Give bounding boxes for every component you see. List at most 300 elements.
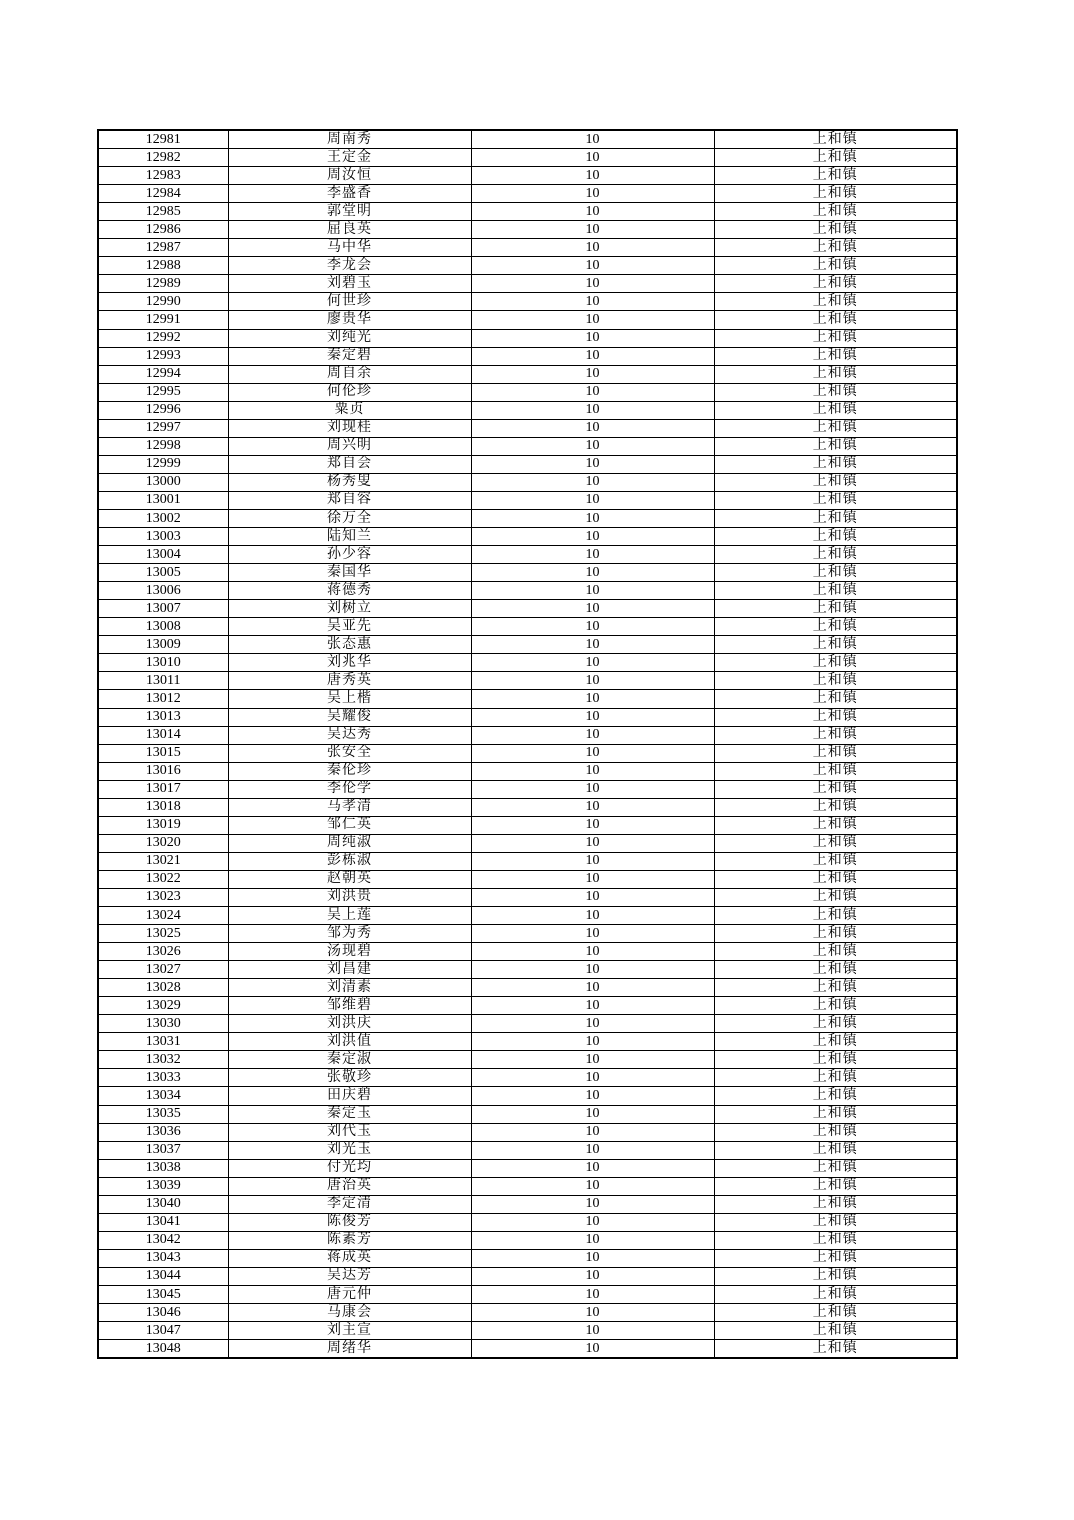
table-row bbox=[98, 275, 957, 293]
table-row bbox=[98, 1231, 957, 1249]
person-name-cell: 刘现桂 bbox=[228, 419, 471, 437]
amount-cell: 10 bbox=[471, 221, 714, 239]
roster-table bbox=[97, 129, 958, 1359]
town-cell: 上和镇 bbox=[714, 203, 957, 221]
person-name-cell: 吴耀俊 bbox=[228, 708, 471, 726]
person-name-cell: 李伦学 bbox=[228, 780, 471, 798]
row-number-cell: 13026 bbox=[98, 943, 228, 961]
town-cell: 上和镇 bbox=[714, 870, 957, 888]
row-number-cell: 13015 bbox=[98, 744, 228, 762]
row-number-cell: 13021 bbox=[98, 852, 228, 870]
amount-cell: 10 bbox=[471, 383, 714, 401]
person-name-cell: 徐万全 bbox=[228, 509, 471, 527]
town-cell: 上和镇 bbox=[714, 943, 957, 961]
town-cell: 上和镇 bbox=[714, 564, 957, 582]
person-name-cell: 粟贞 bbox=[228, 401, 471, 419]
town-cell: 上和镇 bbox=[714, 654, 957, 672]
amount-cell: 10 bbox=[471, 636, 714, 654]
person-name-cell: 陆知兰 bbox=[228, 528, 471, 546]
town-cell: 上和镇 bbox=[714, 1033, 957, 1051]
row-number-cell: 13011 bbox=[98, 672, 228, 690]
row-number-cell: 12991 bbox=[98, 311, 228, 329]
amount-cell: 10 bbox=[471, 546, 714, 564]
table-row bbox=[98, 1015, 957, 1033]
town-cell: 上和镇 bbox=[714, 780, 957, 798]
row-number-cell: 13045 bbox=[98, 1286, 228, 1304]
amount-cell: 10 bbox=[471, 834, 714, 852]
person-name-cell: 秦定碧 bbox=[228, 347, 471, 365]
person-name-cell: 田庆碧 bbox=[228, 1087, 471, 1105]
amount-cell: 10 bbox=[471, 925, 714, 943]
table-row bbox=[98, 1069, 957, 1087]
person-name-cell: 刘洪贵 bbox=[228, 888, 471, 906]
table-row bbox=[98, 257, 957, 275]
town-cell: 上和镇 bbox=[714, 149, 957, 167]
row-number-cell: 12988 bbox=[98, 257, 228, 275]
amount-cell: 10 bbox=[471, 455, 714, 473]
table-row bbox=[98, 1141, 957, 1159]
town-cell: 上和镇 bbox=[714, 293, 957, 311]
row-number-cell: 12997 bbox=[98, 419, 228, 437]
town-cell: 上和镇 bbox=[714, 1015, 957, 1033]
person-name-cell: 张安全 bbox=[228, 744, 471, 762]
table-row bbox=[98, 1322, 957, 1340]
town-cell: 上和镇 bbox=[714, 618, 957, 636]
town-cell: 上和镇 bbox=[714, 1087, 957, 1105]
town-cell: 上和镇 bbox=[714, 690, 957, 708]
row-number-cell: 13040 bbox=[98, 1195, 228, 1213]
row-number-cell: 13001 bbox=[98, 491, 228, 509]
table-row bbox=[98, 600, 957, 618]
town-cell: 上和镇 bbox=[714, 798, 957, 816]
table-row bbox=[98, 149, 957, 167]
table-row bbox=[98, 167, 957, 185]
town-cell: 上和镇 bbox=[714, 888, 957, 906]
person-name-cell: 陈俊芳 bbox=[228, 1213, 471, 1231]
amount-cell: 10 bbox=[471, 979, 714, 997]
town-cell: 上和镇 bbox=[714, 473, 957, 491]
row-number-cell: 13042 bbox=[98, 1231, 228, 1249]
amount-cell: 10 bbox=[471, 1141, 714, 1159]
amount-cell: 10 bbox=[471, 762, 714, 780]
person-name-cell: 郑自容 bbox=[228, 491, 471, 509]
row-number-cell: 12986 bbox=[98, 221, 228, 239]
amount-cell: 10 bbox=[471, 528, 714, 546]
person-name-cell: 孙少容 bbox=[228, 546, 471, 564]
row-number-cell: 12981 bbox=[98, 130, 228, 149]
town-cell: 上和镇 bbox=[714, 419, 957, 437]
town-cell: 上和镇 bbox=[714, 1195, 957, 1213]
amount-cell: 10 bbox=[471, 1159, 714, 1177]
row-number-cell: 13039 bbox=[98, 1177, 228, 1195]
town-cell: 上和镇 bbox=[714, 365, 957, 383]
person-name-cell: 吴达秀 bbox=[228, 726, 471, 744]
row-number-cell: 13020 bbox=[98, 834, 228, 852]
roster-body bbox=[98, 130, 957, 1358]
row-number-cell: 13022 bbox=[98, 870, 228, 888]
row-number-cell: 12995 bbox=[98, 383, 228, 401]
amount-cell: 10 bbox=[471, 257, 714, 275]
town-cell: 上和镇 bbox=[714, 1249, 957, 1267]
person-name-cell: 刘光玉 bbox=[228, 1141, 471, 1159]
row-number-cell: 13028 bbox=[98, 979, 228, 997]
table-row bbox=[98, 762, 957, 780]
town-cell: 上和镇 bbox=[714, 1213, 957, 1231]
person-name-cell: 付光均 bbox=[228, 1159, 471, 1177]
row-number-cell: 12993 bbox=[98, 347, 228, 365]
amount-cell: 10 bbox=[471, 888, 714, 906]
amount-cell: 10 bbox=[471, 311, 714, 329]
amount-cell: 10 bbox=[471, 1304, 714, 1322]
table-row bbox=[98, 907, 957, 925]
town-cell: 上和镇 bbox=[714, 1231, 957, 1249]
table-row bbox=[98, 347, 957, 365]
person-name-cell: 张态惠 bbox=[228, 636, 471, 654]
row-number-cell: 13012 bbox=[98, 690, 228, 708]
person-name-cell: 刘洪值 bbox=[228, 1033, 471, 1051]
amount-cell: 10 bbox=[471, 329, 714, 347]
person-name-cell: 邹仁英 bbox=[228, 816, 471, 834]
amount-cell: 10 bbox=[471, 401, 714, 419]
amount-cell: 10 bbox=[471, 437, 714, 455]
amount-cell: 10 bbox=[471, 149, 714, 167]
town-cell: 上和镇 bbox=[714, 762, 957, 780]
person-name-cell: 马中华 bbox=[228, 239, 471, 257]
amount-cell: 10 bbox=[471, 473, 714, 491]
town-cell: 上和镇 bbox=[714, 582, 957, 600]
amount-cell: 10 bbox=[471, 293, 714, 311]
amount-cell: 10 bbox=[471, 1195, 714, 1213]
person-name-cell: 李定清 bbox=[228, 1195, 471, 1213]
table-row bbox=[98, 1249, 957, 1267]
amount-cell: 10 bbox=[471, 690, 714, 708]
town-cell: 上和镇 bbox=[714, 455, 957, 473]
person-name-cell: 秦伦珍 bbox=[228, 762, 471, 780]
town-cell: 上和镇 bbox=[714, 491, 957, 509]
person-name-cell: 何伦珍 bbox=[228, 383, 471, 401]
person-name-cell: 周南秀 bbox=[228, 130, 471, 149]
table-row bbox=[98, 239, 957, 257]
row-number-cell: 13008 bbox=[98, 618, 228, 636]
row-number-cell: 13043 bbox=[98, 1249, 228, 1267]
table-row bbox=[98, 925, 957, 943]
person-name-cell: 蒋成英 bbox=[228, 1249, 471, 1267]
row-number-cell: 13023 bbox=[98, 888, 228, 906]
table-row bbox=[98, 329, 957, 347]
row-number-cell: 13041 bbox=[98, 1213, 228, 1231]
amount-cell: 10 bbox=[471, 961, 714, 979]
amount-cell: 10 bbox=[471, 1231, 714, 1249]
person-name-cell: 秦定淑 bbox=[228, 1051, 471, 1069]
person-name-cell: 赵朝英 bbox=[228, 870, 471, 888]
person-name-cell: 邹维碧 bbox=[228, 997, 471, 1015]
town-cell: 上和镇 bbox=[714, 437, 957, 455]
table-row bbox=[98, 564, 957, 582]
row-number-cell: 13014 bbox=[98, 726, 228, 744]
table-row bbox=[98, 744, 957, 762]
table-row bbox=[98, 1159, 957, 1177]
row-number-cell: 13031 bbox=[98, 1033, 228, 1051]
town-cell: 上和镇 bbox=[714, 1267, 957, 1285]
row-number-cell: 13033 bbox=[98, 1069, 228, 1087]
table-row bbox=[98, 870, 957, 888]
table-row bbox=[98, 1304, 957, 1322]
person-name-cell: 郭堂明 bbox=[228, 203, 471, 221]
table-row bbox=[98, 816, 957, 834]
amount-cell: 10 bbox=[471, 582, 714, 600]
person-name-cell: 吴上楷 bbox=[228, 690, 471, 708]
person-name-cell: 刘清素 bbox=[228, 979, 471, 997]
table-row bbox=[98, 1105, 957, 1123]
town-cell: 上和镇 bbox=[714, 1340, 957, 1359]
person-name-cell: 何世珍 bbox=[228, 293, 471, 311]
row-number-cell: 13038 bbox=[98, 1159, 228, 1177]
table-row bbox=[98, 1340, 957, 1359]
person-name-cell: 马孝清 bbox=[228, 798, 471, 816]
row-number-cell: 13046 bbox=[98, 1304, 228, 1322]
amount-cell: 10 bbox=[471, 130, 714, 149]
person-name-cell: 吴达芳 bbox=[228, 1267, 471, 1285]
person-name-cell: 汤现碧 bbox=[228, 943, 471, 961]
person-name-cell: 刘主宣 bbox=[228, 1322, 471, 1340]
table-row bbox=[98, 834, 957, 852]
row-number-cell: 12989 bbox=[98, 275, 228, 293]
table-row bbox=[98, 401, 957, 419]
person-name-cell: 李龙会 bbox=[228, 257, 471, 275]
person-name-cell: 刘代玉 bbox=[228, 1123, 471, 1141]
town-cell: 上和镇 bbox=[714, 834, 957, 852]
table-row bbox=[98, 546, 957, 564]
row-number-cell: 12992 bbox=[98, 329, 228, 347]
row-number-cell: 12987 bbox=[98, 239, 228, 257]
amount-cell: 10 bbox=[471, 618, 714, 636]
table-row bbox=[98, 203, 957, 221]
row-number-cell: 13013 bbox=[98, 708, 228, 726]
town-cell: 上和镇 bbox=[714, 383, 957, 401]
person-name-cell: 杨秀叟 bbox=[228, 473, 471, 491]
person-name-cell: 刘兆华 bbox=[228, 654, 471, 672]
town-cell: 上和镇 bbox=[714, 1105, 957, 1123]
town-cell: 上和镇 bbox=[714, 925, 957, 943]
town-cell: 上和镇 bbox=[714, 239, 957, 257]
person-name-cell: 郑自会 bbox=[228, 455, 471, 473]
amount-cell: 10 bbox=[471, 1213, 714, 1231]
town-cell: 上和镇 bbox=[714, 636, 957, 654]
town-cell: 上和镇 bbox=[714, 275, 957, 293]
town-cell: 上和镇 bbox=[714, 979, 957, 997]
table-row bbox=[98, 1123, 957, 1141]
town-cell: 上和镇 bbox=[714, 1159, 957, 1177]
table-row bbox=[98, 455, 957, 473]
amount-cell: 10 bbox=[471, 1177, 714, 1195]
town-cell: 上和镇 bbox=[714, 816, 957, 834]
person-name-cell: 廖贵华 bbox=[228, 311, 471, 329]
town-cell: 上和镇 bbox=[714, 329, 957, 347]
amount-cell: 10 bbox=[471, 870, 714, 888]
row-number-cell: 13003 bbox=[98, 528, 228, 546]
amount-cell: 10 bbox=[471, 185, 714, 203]
table-row bbox=[98, 1087, 957, 1105]
town-cell: 上和镇 bbox=[714, 961, 957, 979]
row-number-cell: 13018 bbox=[98, 798, 228, 816]
row-number-cell: 13006 bbox=[98, 582, 228, 600]
table-row bbox=[98, 852, 957, 870]
amount-cell: 10 bbox=[471, 1087, 714, 1105]
table-row bbox=[98, 509, 957, 527]
town-cell: 上和镇 bbox=[714, 1177, 957, 1195]
town-cell: 上和镇 bbox=[714, 744, 957, 762]
table-row bbox=[98, 979, 957, 997]
roster-sheet bbox=[97, 129, 956, 1359]
table-row bbox=[98, 1033, 957, 1051]
row-number-cell: 13048 bbox=[98, 1340, 228, 1359]
town-cell: 上和镇 bbox=[714, 221, 957, 239]
table-row bbox=[98, 473, 957, 491]
table-row bbox=[98, 690, 957, 708]
person-name-cell: 刘纯光 bbox=[228, 329, 471, 347]
row-number-cell: 13017 bbox=[98, 780, 228, 798]
person-name-cell: 张敬珍 bbox=[228, 1069, 471, 1087]
person-name-cell: 周兴明 bbox=[228, 437, 471, 455]
town-cell: 上和镇 bbox=[714, 997, 957, 1015]
person-name-cell: 刘洪庆 bbox=[228, 1015, 471, 1033]
table-row bbox=[98, 221, 957, 239]
row-number-cell: 12984 bbox=[98, 185, 228, 203]
amount-cell: 10 bbox=[471, 1033, 714, 1051]
amount-cell: 10 bbox=[471, 816, 714, 834]
town-cell: 上和镇 bbox=[714, 907, 957, 925]
town-cell: 上和镇 bbox=[714, 311, 957, 329]
table-row bbox=[98, 997, 957, 1015]
table-row bbox=[98, 1177, 957, 1195]
town-cell: 上和镇 bbox=[714, 1051, 957, 1069]
table-row bbox=[98, 961, 957, 979]
amount-cell: 10 bbox=[471, 1015, 714, 1033]
town-cell: 上和镇 bbox=[714, 600, 957, 618]
table-row bbox=[98, 491, 957, 509]
person-name-cell: 李盛香 bbox=[228, 185, 471, 203]
row-number-cell: 13002 bbox=[98, 509, 228, 527]
table-row bbox=[98, 293, 957, 311]
person-name-cell: 周绪华 bbox=[228, 1340, 471, 1359]
table-row bbox=[98, 654, 957, 672]
person-name-cell: 周纯淑 bbox=[228, 834, 471, 852]
person-name-cell: 唐元仲 bbox=[228, 1286, 471, 1304]
table-row bbox=[98, 943, 957, 961]
row-number-cell: 13007 bbox=[98, 600, 228, 618]
town-cell: 上和镇 bbox=[714, 347, 957, 365]
row-number-cell: 13036 bbox=[98, 1123, 228, 1141]
row-number-cell: 12983 bbox=[98, 167, 228, 185]
amount-cell: 10 bbox=[471, 564, 714, 582]
person-name-cell: 王定金 bbox=[228, 149, 471, 167]
row-number-cell: 13009 bbox=[98, 636, 228, 654]
row-number-cell: 13025 bbox=[98, 925, 228, 943]
row-number-cell: 13024 bbox=[98, 907, 228, 925]
town-cell: 上和镇 bbox=[714, 852, 957, 870]
row-number-cell: 12994 bbox=[98, 365, 228, 383]
amount-cell: 10 bbox=[471, 943, 714, 961]
table-row bbox=[98, 311, 957, 329]
person-name-cell: 吴上莲 bbox=[228, 907, 471, 925]
town-cell: 上和镇 bbox=[714, 1069, 957, 1087]
table-row bbox=[98, 1195, 957, 1213]
row-number-cell: 12990 bbox=[98, 293, 228, 311]
person-name-cell: 彭栋淑 bbox=[228, 852, 471, 870]
table-row bbox=[98, 1213, 957, 1231]
amount-cell: 10 bbox=[471, 419, 714, 437]
table-row bbox=[98, 528, 957, 546]
town-cell: 上和镇 bbox=[714, 257, 957, 275]
person-name-cell: 马康会 bbox=[228, 1304, 471, 1322]
row-number-cell: 13005 bbox=[98, 564, 228, 582]
amount-cell: 10 bbox=[471, 1249, 714, 1267]
amount-cell: 10 bbox=[471, 600, 714, 618]
town-cell: 上和镇 bbox=[714, 509, 957, 527]
table-row bbox=[98, 365, 957, 383]
table-row bbox=[98, 1051, 957, 1069]
amount-cell: 10 bbox=[471, 509, 714, 527]
person-name-cell: 周汝恒 bbox=[228, 167, 471, 185]
amount-cell: 10 bbox=[471, 780, 714, 798]
amount-cell: 10 bbox=[471, 708, 714, 726]
town-cell: 上和镇 bbox=[714, 672, 957, 690]
town-cell: 上和镇 bbox=[714, 708, 957, 726]
row-number-cell: 13037 bbox=[98, 1141, 228, 1159]
table-row bbox=[98, 798, 957, 816]
town-cell: 上和镇 bbox=[714, 1286, 957, 1304]
town-cell: 上和镇 bbox=[714, 1304, 957, 1322]
amount-cell: 10 bbox=[471, 1069, 714, 1087]
table-row bbox=[98, 636, 957, 654]
amount-cell: 10 bbox=[471, 672, 714, 690]
town-cell: 上和镇 bbox=[714, 1322, 957, 1340]
row-number-cell: 13010 bbox=[98, 654, 228, 672]
person-name-cell: 秦定玉 bbox=[228, 1105, 471, 1123]
table-row bbox=[98, 1286, 957, 1304]
town-cell: 上和镇 bbox=[714, 1141, 957, 1159]
table-row bbox=[98, 419, 957, 437]
row-number-cell: 12996 bbox=[98, 401, 228, 419]
row-number-cell: 13019 bbox=[98, 816, 228, 834]
town-cell: 上和镇 bbox=[714, 1123, 957, 1141]
row-number-cell: 13030 bbox=[98, 1015, 228, 1033]
row-number-cell: 13000 bbox=[98, 473, 228, 491]
table-row bbox=[98, 185, 957, 203]
amount-cell: 10 bbox=[471, 203, 714, 221]
table-row bbox=[98, 1267, 957, 1285]
amount-cell: 10 bbox=[471, 1286, 714, 1304]
town-cell: 上和镇 bbox=[714, 167, 957, 185]
town-cell: 上和镇 bbox=[714, 130, 957, 149]
row-number-cell: 13044 bbox=[98, 1267, 228, 1285]
row-number-cell: 13032 bbox=[98, 1051, 228, 1069]
amount-cell: 10 bbox=[471, 239, 714, 257]
person-name-cell: 陈素芳 bbox=[228, 1231, 471, 1249]
amount-cell: 10 bbox=[471, 798, 714, 816]
row-number-cell: 13047 bbox=[98, 1322, 228, 1340]
row-number-cell: 12998 bbox=[98, 437, 228, 455]
row-number-cell: 13027 bbox=[98, 961, 228, 979]
person-name-cell: 屈良英 bbox=[228, 221, 471, 239]
person-name-cell: 周自余 bbox=[228, 365, 471, 383]
table-row bbox=[98, 130, 957, 149]
person-name-cell: 唐治英 bbox=[228, 1177, 471, 1195]
town-cell: 上和镇 bbox=[714, 726, 957, 744]
amount-cell: 10 bbox=[471, 726, 714, 744]
town-cell: 上和镇 bbox=[714, 546, 957, 564]
row-number-cell: 13029 bbox=[98, 997, 228, 1015]
